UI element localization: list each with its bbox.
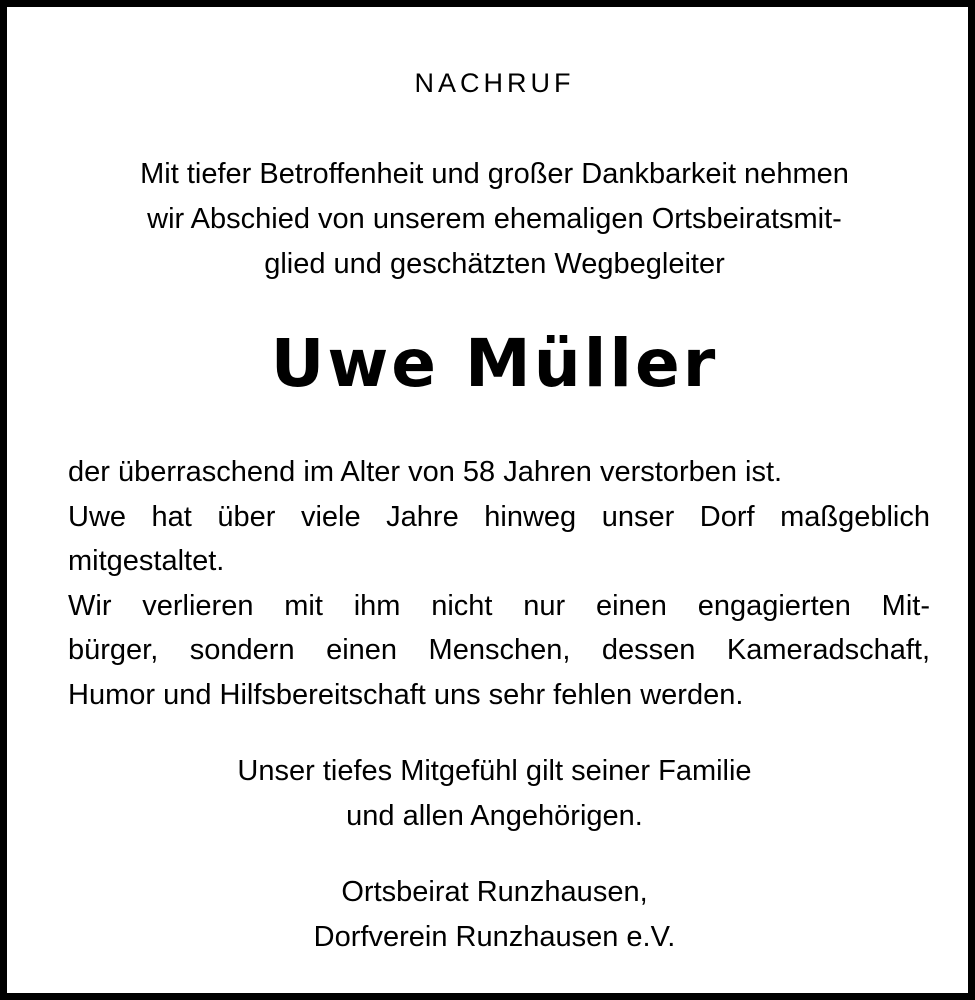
signature-line: Dorfverein Runzhausen e.V. bbox=[313, 921, 676, 953]
signature-line: Ortsbeirat Runzhausen, bbox=[341, 876, 648, 908]
sympathy-paragraph bbox=[54, 749, 935, 839]
intro-line: glied und geschätzten Wegbegleiter bbox=[264, 248, 725, 280]
intro-line: Mit tiefer Betroffenheit und großer Dankbarkeit nehmen bbox=[140, 158, 849, 190]
deceased-name: Uwe Müller bbox=[270, 325, 719, 402]
intro-line: wir Abschied von unserem ehemaligen Ortsbeiratsmit- bbox=[147, 203, 842, 235]
obituary-notice bbox=[14, 14, 975, 1000]
tribute-line: Wir verlieren mit ihm nicht nur einen engagierten Mit- bbox=[68, 589, 930, 622]
signature-block bbox=[54, 870, 935, 960]
tribute-line: mitgestaltet. bbox=[68, 545, 225, 578]
tribute-line: Humor und Hilfsbereitschaft uns sehr fehlen werden. bbox=[68, 678, 744, 711]
tribute-paragraph bbox=[68, 450, 930, 718]
sympathy-line: und allen Angehörigen. bbox=[346, 800, 643, 832]
tribute-line: Uwe hat über viele Jahre hinweg unser Dorf maßgeblich bbox=[68, 500, 930, 533]
sympathy-line: Unser tiefes Mitgefühl gilt seiner Familie bbox=[237, 755, 752, 787]
tribute-line: bürger, sondern einen Menschen, dessen Kameradschaft, bbox=[68, 634, 930, 667]
notice-heading: NACHRUF bbox=[414, 68, 575, 98]
intro-paragraph bbox=[54, 152, 935, 287]
tribute-line: der überraschend im Alter von 58 Jahren verstorben ist. bbox=[68, 456, 783, 488]
